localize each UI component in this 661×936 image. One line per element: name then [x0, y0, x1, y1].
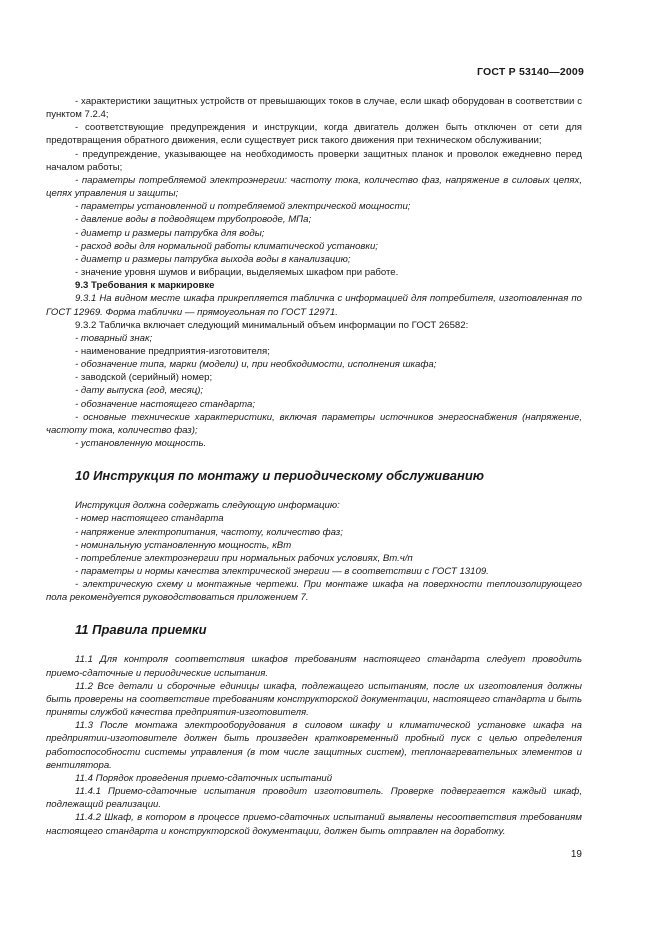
list-item: - номинальную установленную мощность, кВт [75, 539, 292, 551]
paragraph-9-3-2: 9.3.2 Табличка включает следующий минимальный объем информации по ГОСТ 26582: [75, 319, 469, 331]
list-item: - потребление электроэнергии при нормальных рабочих условиях, Вт.ч/п [75, 552, 413, 564]
list-item: - основные технические характеристики, включая параметры источников энергоснабжения (напряжение, частоту тока, количество фаз); [46, 411, 582, 436]
plate-info-list [46, 332, 582, 450]
instruction-list [46, 512, 582, 604]
list-item: - диаметр и размеры патрубка для воды; [75, 227, 265, 239]
document-code: ГОСТ Р 53140—2009 [476, 66, 584, 78]
section-10-heading: 10 Инструкция по монтажу и периодическому обслуживанию [75, 468, 485, 484]
list-item: - параметры установленной и потребляемой электрической мощности; [75, 201, 411, 213]
list-item: - напряжение электропитания, частоту, количество фаз; [75, 526, 343, 538]
list-item: - предупреждение, указывающее на необходимость проверки защитных планок и проволок ежедневно перед началом работы; [46, 148, 582, 173]
paragraph: 11.3 После монтажа электрооборудования в силовом шкафу и климатической установке шкафа на предприятии-изготовителе должен быть произведен кратковременный пробный пуск с целью определения работоспособности системы управления (в том числе защитных систем), теплонагревательных элементов и вентилятора. [46, 720, 582, 771]
list-item: - обозначение настоящего стандарта; [75, 398, 255, 410]
section-11-paragraphs [46, 653, 582, 837]
list-item: - параметры потребляемой электроэнергии: частоту тока, количество фаз, напряжение в силовых цепях, цепях управления и защиты; [46, 174, 582, 200]
page-body [46, 95, 582, 838]
list-item: - параметры и нормы качества электрической энергии — в соответствии с ГОСТ 13109. [75, 566, 489, 577]
section-11-heading: 11 Правила приемки [75, 622, 207, 638]
section-9-3-heading: 9.3 Требования к маркировке [75, 280, 215, 292]
list-item: - диаметр и размеры патрубка выхода воды в канализацию; [75, 253, 351, 265]
list-item: - установленную мощность. [75, 438, 207, 450]
list-item: - наименование предприятия-изготовителя; [75, 345, 270, 357]
list-item: - заводской (серийный) номер; [75, 372, 213, 384]
list-item: - расход воды для нормальной работы климатической установки; [75, 240, 378, 252]
list-item: - давление воды в подводящем трубопроводе, МПа; [75, 214, 312, 226]
list-item: - электрическую схему и монтажные чертежи. При монтаже шкафа на поверхности теплоизолирующего пола рекомендуется руководствоваться приложением 7. [46, 579, 582, 604]
list-item: - значение уровня шумов и вибрации, выделяемых шкафом при работе. [75, 267, 399, 279]
paragraph: 11.1 Для контроля соответствия шкафов требованиям настоящего стандарта следует проводить приемо-сдаточные и периодические испытания. [46, 654, 582, 679]
section-10-intro: Инструкция должна содержать следующую информацию: [75, 500, 340, 512]
paragraph: 11.4 Порядок проведения приемо-сдаточных испытаний [75, 772, 333, 784]
list-item: - соответствующие предупреждения и инструкции, когда двигатель должен быть отключен от сети для предотвращения обратного движения, если существует риск такого движения при техническом обслуживании; [46, 122, 582, 147]
list-item: - номер настоящего стандарта [75, 513, 224, 525]
paragraph-9-3-1: 9.3.1 На видном месте шкафа прикрепляется табличка с информацией для потребителя, изготовленная по ГОСТ 12969. Форма таблички — прямоугольная по ГОСТ 12971. [46, 293, 582, 318]
paragraph: 11.4.2 Шкаф, в котором в процессе приемо-сдаточных испытаний выявлены несоответствия требованиям настоящего стандарта и конструкторской документации, должен быть отправлен на доработку. [46, 812, 582, 837]
page-number: 19 [570, 849, 582, 860]
list-item: - характеристики защитных устройств от превышающих токов в случае, если шкаф оборудован в соответствии с пунктом 7.2.4; [46, 96, 582, 121]
requirements-list [46, 95, 582, 279]
list-item: - дату выпуска (год, месяц); [75, 385, 204, 397]
paragraph: 11.4.1 Приемо-сдаточные испытания проводит изготовитель. Проверке подвергается каждый шкаф, подлежащий реализации. [46, 786, 582, 811]
paragraph: 11.2 Все детали и сборочные единицы шкафа, подлежащего испытаниям, после их изготовления должны быть проверены на соответствие требованиям конструкторской документации, настоящего стандарта и быть приняты службой качества предприятия-изготовителя. [46, 680, 582, 719]
list-item: - обозначение типа, марки (модели) и, при необходимости, исполнения шкафа; [75, 359, 437, 371]
list-item: - товарный знак; [75, 332, 153, 344]
